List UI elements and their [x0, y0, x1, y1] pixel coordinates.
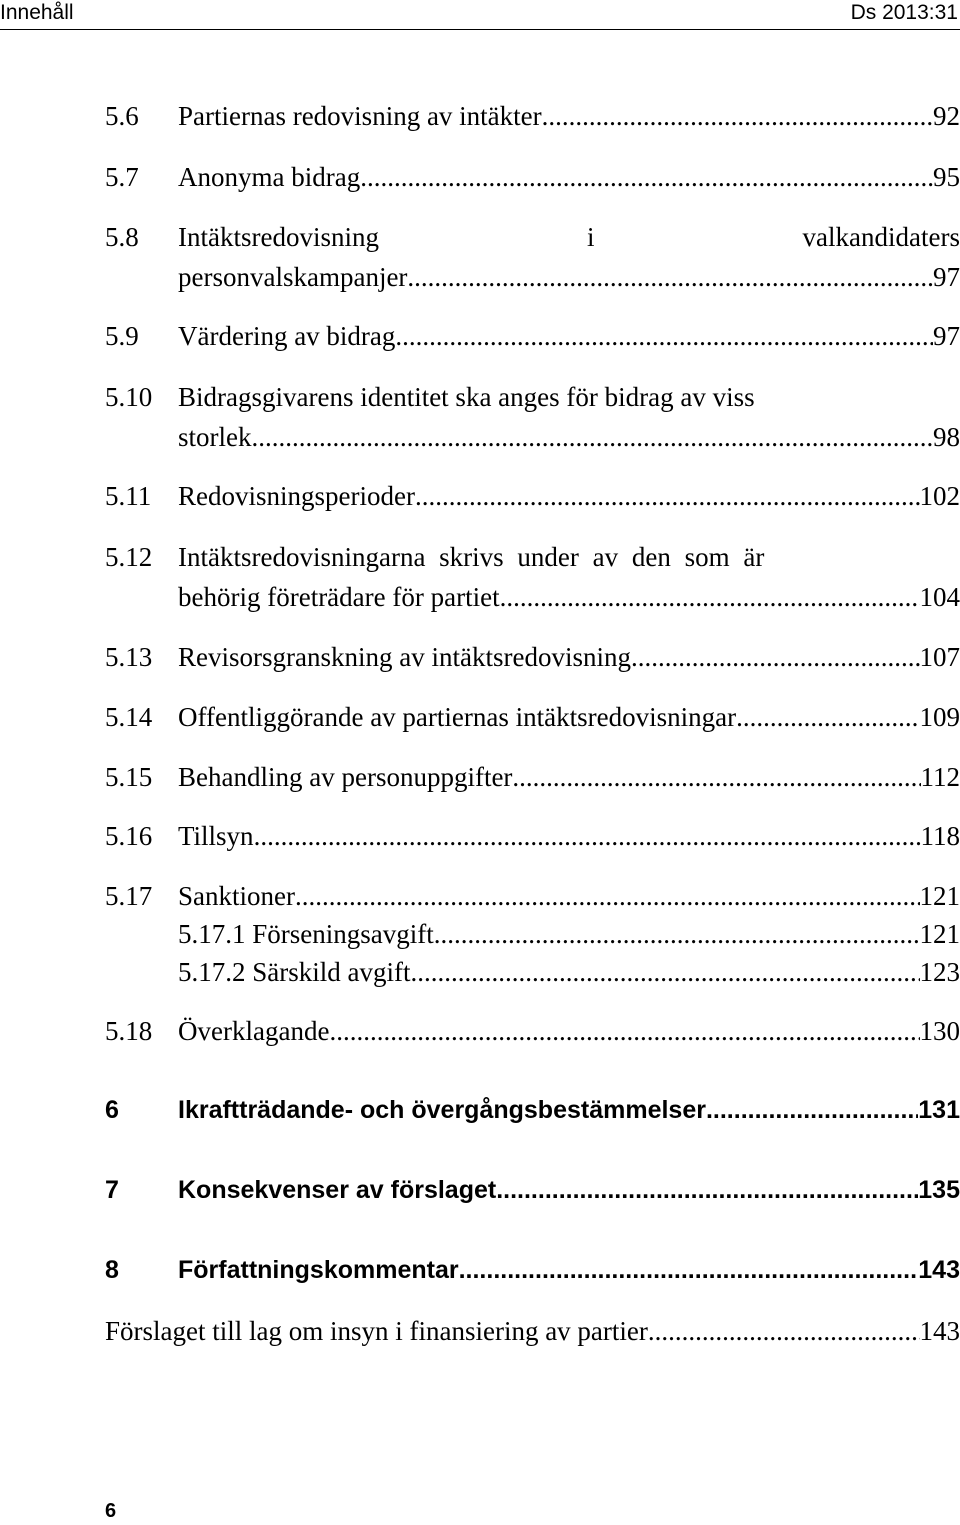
- toc-leader-dots: [407, 257, 933, 297]
- toc-page-number: 118: [920, 821, 960, 851]
- toc-number: 5.10: [105, 382, 153, 412]
- header-section-title: Innehåll: [0, 1, 74, 24]
- toc-entry-5-7[interactable]: [105, 157, 960, 197]
- toc-title: Anonyma bidrag: [178, 162, 361, 192]
- toc-title: Bidragsgivarens identitet ska anges för bidrag av viss: [178, 382, 755, 412]
- toc-title-word: valkandidaters: [802, 222, 960, 252]
- toc-title: Författningskommentar: [178, 1256, 459, 1284]
- running-header: [0, 0, 960, 30]
- toc-title-continued: behörig företrädare för partiet: [178, 582, 500, 612]
- footer-page-number: 6: [105, 1500, 117, 1522]
- toc-leader-dots: [706, 1090, 918, 1130]
- toc-title: Partiernas redovisning av intäkter: [178, 101, 542, 131]
- toc-entry-5-12[interactable]: [105, 537, 960, 617]
- toc-leader-dots: [512, 757, 920, 797]
- toc-entry-5-17[interactable]: [105, 876, 960, 916]
- toc-title: Överklagande: [178, 1016, 330, 1046]
- toc-leader-dots: [329, 1011, 919, 1051]
- toc-entry-5-11[interactable]: [105, 476, 960, 516]
- toc-leader-dots: [434, 914, 920, 954]
- toc-page-number: 97: [933, 262, 960, 292]
- toc-title: Värdering av bidrag: [178, 321, 396, 351]
- toc-leader-dots: [736, 697, 919, 737]
- toc-title-word: i: [587, 222, 595, 252]
- toc-number: 5.8: [105, 222, 139, 252]
- toc-number: 5.7: [105, 162, 139, 192]
- toc-leader-dots: [360, 157, 933, 197]
- toc-page-number: 130: [919, 1016, 960, 1046]
- toc-number: 6: [105, 1096, 119, 1124]
- toc-page-number: 92: [933, 101, 960, 131]
- toc-page-number: 121: [919, 919, 960, 949]
- toc-entry-law-proposal[interactable]: [105, 1311, 960, 1351]
- toc-leader-dots: [415, 476, 920, 516]
- toc-page-number: 102: [919, 481, 960, 511]
- toc-title: Revisorsgranskning av intäktsredovisning: [178, 642, 631, 672]
- toc-page-number: 135: [918, 1176, 960, 1204]
- toc-page-number: 123: [919, 957, 960, 987]
- toc-entry-5-16[interactable]: [105, 816, 960, 856]
- toc-leader-dots: [252, 417, 934, 457]
- toc-entry-5-17-2[interactable]: [178, 952, 960, 992]
- toc-number: 5.14: [105, 702, 153, 732]
- toc-title-word: Intäktsredovisning: [178, 222, 379, 252]
- toc-title: Offentliggörande av partiernas intäktsredovisningar: [178, 702, 737, 732]
- toc-title: Redovisningsperioder: [178, 481, 415, 511]
- toc-page-number: 97: [933, 321, 960, 351]
- toc-title: 5.17.2 Särskild avgift: [178, 957, 411, 987]
- toc-leader-dots: [410, 952, 919, 992]
- toc-number: 7: [105, 1176, 119, 1204]
- toc-page-number: 112: [920, 762, 960, 792]
- toc-title: Konsekvenser av förslaget: [178, 1176, 497, 1204]
- toc-number: 5.17: [105, 881, 153, 911]
- toc-chapter-7[interactable]: [105, 1170, 960, 1210]
- toc-title: Förslaget till lag om insyn i finansiering av partier: [105, 1316, 648, 1346]
- toc-page-number: 98: [933, 422, 960, 452]
- toc-entry-5-6[interactable]: [105, 96, 960, 136]
- toc-entry-5-10[interactable]: [105, 377, 960, 457]
- toc-page-number: 143: [919, 1316, 960, 1346]
- toc-page-number: 104: [919, 582, 960, 612]
- toc-title: Sanktioner: [178, 881, 295, 911]
- header-rule: [0, 29, 960, 30]
- toc-entry-5-15[interactable]: [105, 757, 960, 797]
- toc-title: personvalskampanjer: [178, 262, 408, 292]
- toc-title: Tillsyn: [178, 821, 254, 851]
- toc-page-number: 107: [919, 642, 960, 672]
- toc-page-number: 95: [933, 162, 960, 192]
- toc-number: 5.15: [105, 762, 153, 792]
- toc-entry-5-9[interactable]: [105, 316, 960, 356]
- toc-leader-dots: [395, 316, 933, 356]
- toc-entry-5-14[interactable]: [105, 697, 960, 737]
- toc-number: 5.16: [105, 821, 153, 851]
- toc-number: 5.13: [105, 642, 153, 672]
- toc-page-number: 143: [918, 1256, 960, 1284]
- toc-leader-dots: [459, 1250, 919, 1290]
- toc-chapter-6[interactable]: [105, 1090, 960, 1130]
- toc-chapter-8[interactable]: [105, 1250, 960, 1290]
- toc-title: Behandling av personuppgifter: [178, 762, 513, 792]
- toc-number: 5.18: [105, 1016, 153, 1046]
- toc-number: 5.9: [105, 321, 139, 351]
- toc-number: 5.12: [105, 542, 153, 572]
- toc-page-number: 121: [919, 881, 960, 911]
- toc-entry-5-17-1[interactable]: [178, 914, 960, 954]
- toc-leader-dots: [648, 1311, 920, 1351]
- toc-number: 5.6: [105, 101, 139, 131]
- header-document-id: Ds 2013:31: [850, 1, 958, 24]
- toc-leader-dots: [496, 1170, 918, 1210]
- toc-leader-dots: [631, 637, 920, 677]
- toc-number: 8: [105, 1256, 119, 1284]
- toc-leader-dots: [500, 577, 920, 617]
- toc-leader-dots: [295, 876, 920, 916]
- toc-entry-5-8[interactable]: [105, 217, 960, 297]
- toc-title-continued: storlek: [178, 422, 252, 452]
- toc-leader-dots: [254, 816, 921, 856]
- toc-leader-dots: [542, 96, 933, 136]
- toc-entry-5-13[interactable]: [105, 637, 960, 677]
- toc-entry-5-18[interactable]: [105, 1011, 960, 1051]
- toc-title: Intäktsredovisningarna skrivs under av den som är: [178, 542, 765, 572]
- toc-page-number: 109: [919, 702, 960, 732]
- toc-title: Ikraftträdande- och övergångsbestämmelser: [178, 1096, 706, 1124]
- toc-number: 5.11: [105, 481, 152, 511]
- toc-title: 5.17.1 Förseningsavgift: [178, 919, 434, 949]
- toc-page-number: 131: [918, 1096, 960, 1124]
